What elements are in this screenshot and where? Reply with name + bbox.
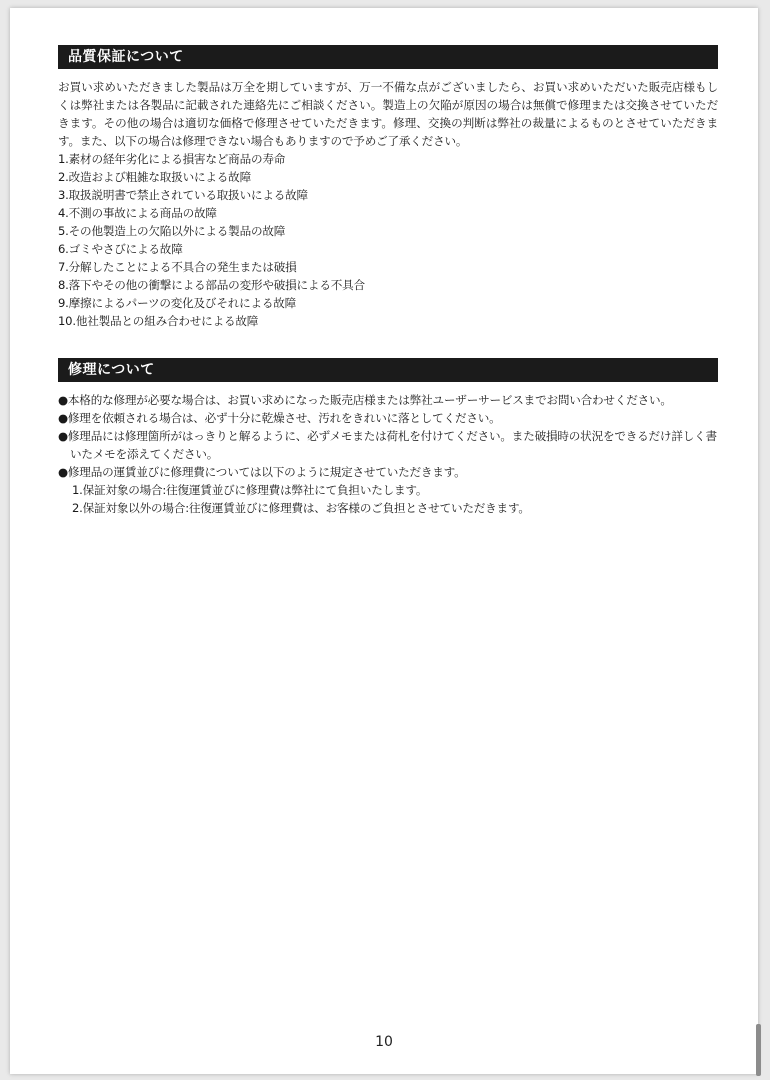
repair-section-body xyxy=(58,391,718,517)
bullet-item: ●修理品の運賃並びに修理費については以下のように規定させていただきます。 xyxy=(58,465,466,479)
page-number: 10 xyxy=(375,1034,393,1050)
list-item: 10.他社製品との組み合わせによる故障 xyxy=(58,314,259,328)
quality-section-title: 品質保証について xyxy=(58,45,718,69)
bullet-item: ●修理を依頼される場合は、必ず十分に乾燥させ、汚れをきれいに落としてください。 xyxy=(58,411,501,425)
list-item: 9.摩擦によるパーツの変化及びそれによる故障 xyxy=(58,296,297,310)
document-page xyxy=(10,8,758,1074)
list-item: 2.改造および粗雑な取扱いによる故障 xyxy=(58,170,251,184)
quality-section-body xyxy=(58,78,718,330)
list-item: 1.素材の経年劣化による損害など商品の寿命 xyxy=(58,152,286,166)
list-item: 3.取扱説明書で禁止されている取扱いによる故障 xyxy=(58,188,308,202)
repair-section xyxy=(58,358,718,517)
list-item: 7.分解したことによる不具合の発生または破損 xyxy=(58,260,297,274)
quality-section xyxy=(58,45,718,330)
scrollbar-thumb[interactable] xyxy=(756,1024,761,1076)
repair-section-title: 修理について xyxy=(58,358,718,382)
list-item: 8.落下やその他の衝撃による部品の変形や破損による不具合 xyxy=(58,278,365,292)
list-item: 5.その他製造上の欠陥以外による製品の故障 xyxy=(58,224,286,238)
sub-item: 2.保証対象以外の場合:往復運賃並びに修理費は、お客様のご負担とさせていただきます。 xyxy=(72,501,530,515)
sub-item: 1.保証対象の場合:往復運賃並びに修理費は弊社にて負担いたします。 xyxy=(72,483,428,497)
quality-intro: お買い求めいただきました製品は万全を期していますが、万一不備な点がございましたら、お買い求めいただいた販売店様もしくは弊社または各製品に記載された連絡先にご相談ください。製造上の欠陥が原因の場合は無償で修理または交換させていただきます。その他の場合は適切な価格で修理させていただきます。修理、交換の判断は弊社の裁量によるものとさせていただきます。また、以下の場合は修理できない場合もありますので予めご了承ください。 xyxy=(58,80,718,148)
bullet-item: ●本格的な修理が必要な場合は、お買い求めになった販売店様または弊社ユーザーサービスまでお問い合わせください。 xyxy=(58,393,672,407)
list-item: 6.ゴミやさびによる故障 xyxy=(58,242,183,256)
bullet-item: ●修理品には修理箇所がはっきりと解るように、必ずメモまたは荷札を付けてください。また破損時の状況をできるだけ詳しく書いたメモを添えてください。 xyxy=(58,429,717,461)
list-item: 4.不測の事故による商品の故障 xyxy=(58,206,217,220)
